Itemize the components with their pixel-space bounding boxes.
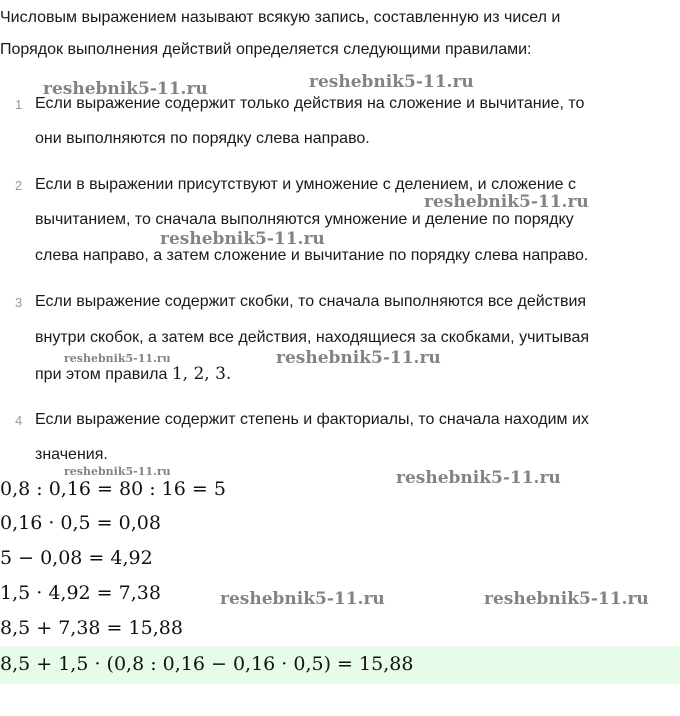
- final-answer: 8,5 + 1,5 · (0,8 : 0,16 − 0,16 · 0,5) = 15,88: [0, 653, 414, 675]
- rule-3-line-2: внутри скобок, а затем все действия, находящиеся за скобками, учитывая: [35, 329, 590, 346]
- rule-number-4: 4: [15, 413, 23, 428]
- step-3: 5 − 0,08 = 4,92: [0, 547, 153, 569]
- watermark: reshebnik5-11.ru: [43, 79, 208, 99]
- rule-3-line-1: Если выражение содержит скобки, то сначала выполняются все действия: [35, 293, 587, 310]
- rule-1-line-1: Если выражение содержит только действия на сложение и вычитание, то: [35, 95, 585, 112]
- rule-2-line-1: Если в выражении присутствуют и умножение с делением, и сложение с: [35, 176, 577, 193]
- rule-4-line-1: Если выражение содержит степень и факториалы, то сначала находим их: [35, 411, 589, 428]
- watermark: reshebnik5-11.ru: [484, 589, 649, 609]
- watermark: reshebnik5-11.ru: [276, 348, 441, 368]
- step-1: 0,8 : 0,16 = 80 : 16 = 5: [0, 478, 226, 500]
- rule-3-tail-math: 1, 2, 3.: [171, 364, 232, 384]
- step-4: 1,5 · 4,92 = 7,38: [0, 582, 161, 604]
- watermark: reshebnik5-11.ru: [64, 352, 171, 365]
- intro-line-1: Числовым выражением называют всякую запись, составленную из чисел и: [0, 9, 561, 26]
- rule-2-line-2: вычитанием, то сначала выполняются умножение и деление по порядку: [35, 211, 574, 228]
- rule-1-line-2: они выполняются по порядку слева направо.: [35, 130, 370, 147]
- watermark: reshebnik5-11.ru: [160, 229, 325, 249]
- rule-3-tail-text: при этом правила: [35, 366, 172, 383]
- rule-2-line-3: слева направо, а затем сложение и вычитание по порядку слева направо.: [35, 247, 589, 264]
- watermark: reshebnik5-11.ru: [309, 72, 474, 92]
- step-5: 8,5 + 7,38 = 15,88: [0, 617, 183, 639]
- watermark: reshebnik5-11.ru: [396, 468, 561, 488]
- intro-line-2: Порядок выполнения действий определяется следующими правилами:: [0, 41, 532, 58]
- step-2: 0,16 · 0,5 = 0,08: [0, 512, 161, 534]
- rule-3-line-3: [35, 364, 231, 385]
- watermark: reshebnik5-11.ru: [220, 589, 385, 609]
- watermark: reshebnik5-11.ru: [64, 465, 171, 478]
- rule-number-2: 2: [15, 178, 23, 193]
- watermark: reshebnik5-11.ru: [424, 192, 589, 212]
- rule-number-1: 1: [15, 97, 23, 112]
- rule-number-3: 3: [15, 295, 23, 310]
- rule-4-line-2: значения.: [35, 446, 108, 463]
